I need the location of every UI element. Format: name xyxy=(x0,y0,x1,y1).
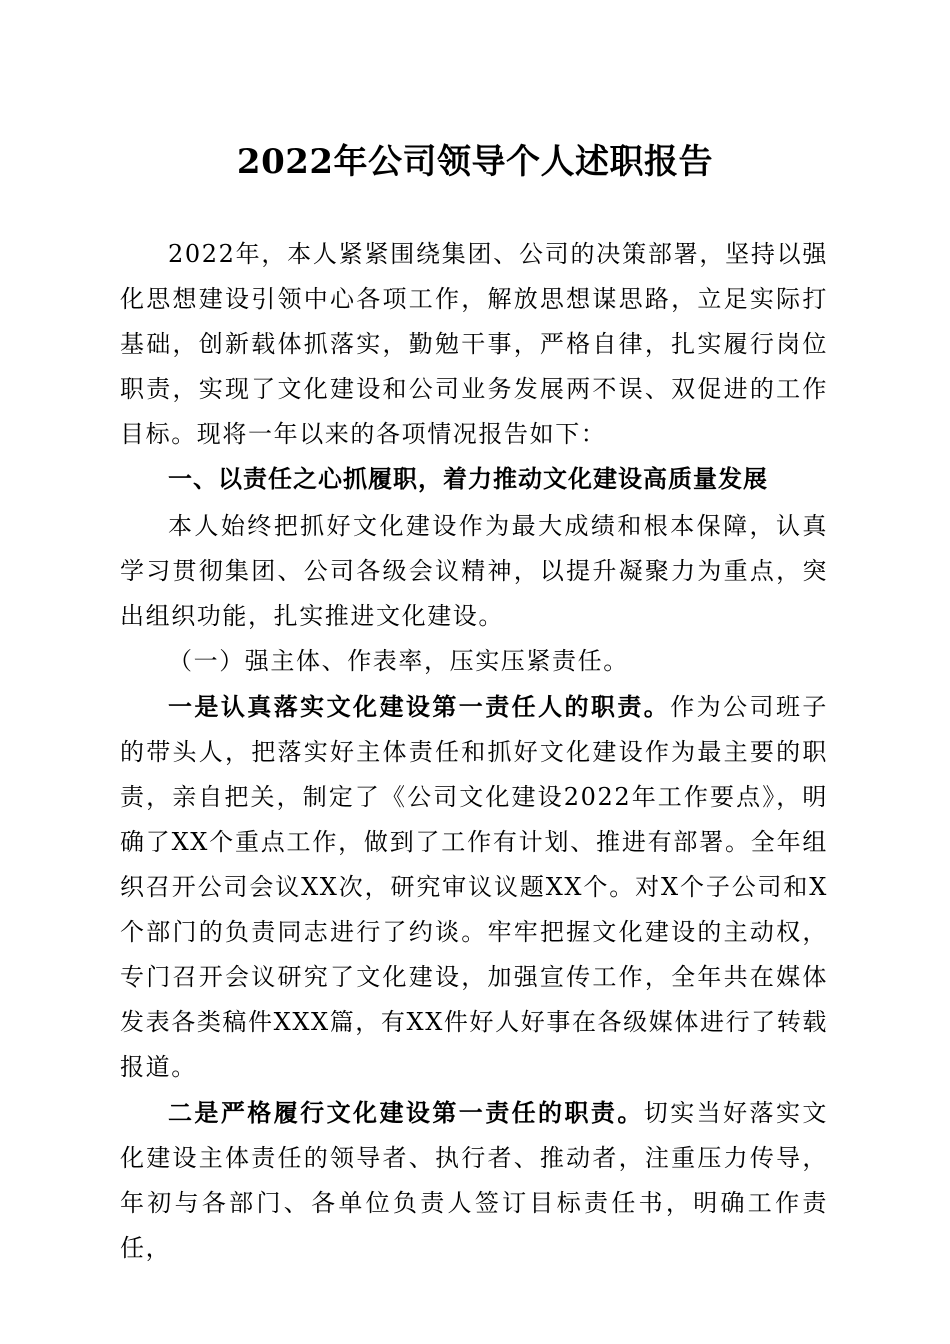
paragraph-responsibility-1 xyxy=(120,684,828,1090)
paragraph-lead: 一是认真落实文化建设第一责任人的职责。 xyxy=(168,692,671,721)
section-heading: 一、以责任之心抓履职，着力推动文化建设高质量发展 xyxy=(168,465,768,493)
intro-paragraph: 2022年，本人紧紧围绕集团、公司的决策部署，坚持以强化思想建设引领中心各项工作，解放思想谋思路，立足实际打基础，创新载体抓落实，勤勉干事，严格自律，扎实履行岗位职责，实现了文化建设和公司业务发展两不误、双促进的工作目标。现将一年以来的各项情况报告如下： xyxy=(120,240,828,448)
paragraph-text: 作为公司班子的带头人，把落实好主体责任和抓好文化建设作为最主要的职责，亲自把关，制定了《公司文化建设2022年工作要点》，明确了XX个重点工作，做到了工作有计划、推进有部署。全年组织召开公司会议XX次，研究审议议题XX个。对X个子公司和X个部门的负责同志进行了约谈。牢牢把握文化建设的主动权，专门召开会议研究了文化建设，加强宣传工作，全年共在媒体发表各类稿件XXX篇，有XX件好人好事在各级媒体进行了转载报道。 xyxy=(120,693,828,1081)
document-body xyxy=(120,232,828,1271)
paragraph-lead: 二是严格履行文化建设第一责任的职责。 xyxy=(168,1098,644,1127)
paragraph-responsibility-2 xyxy=(120,1090,828,1271)
subsection-heading: （一）强主体、作表率，压实压紧责任。 xyxy=(168,647,629,675)
paragraph-text: 切实当好落实文化建设主体责任的领导者、执行者、推动者，注重压力传导，年初与各部门、各单位负责人签订目标责任书，明确工作责任， xyxy=(120,1099,828,1262)
page-title: 2022年公司领导个人述职报告 xyxy=(236,142,714,182)
section-intro-paragraph: 本人始终把抓好文化建设作为最大成绩和根本保障，认真学习贯彻集团、公司各级会议精神，以提升凝聚力为重点，突出组织功能，扎实推进文化建设。 xyxy=(120,512,828,630)
